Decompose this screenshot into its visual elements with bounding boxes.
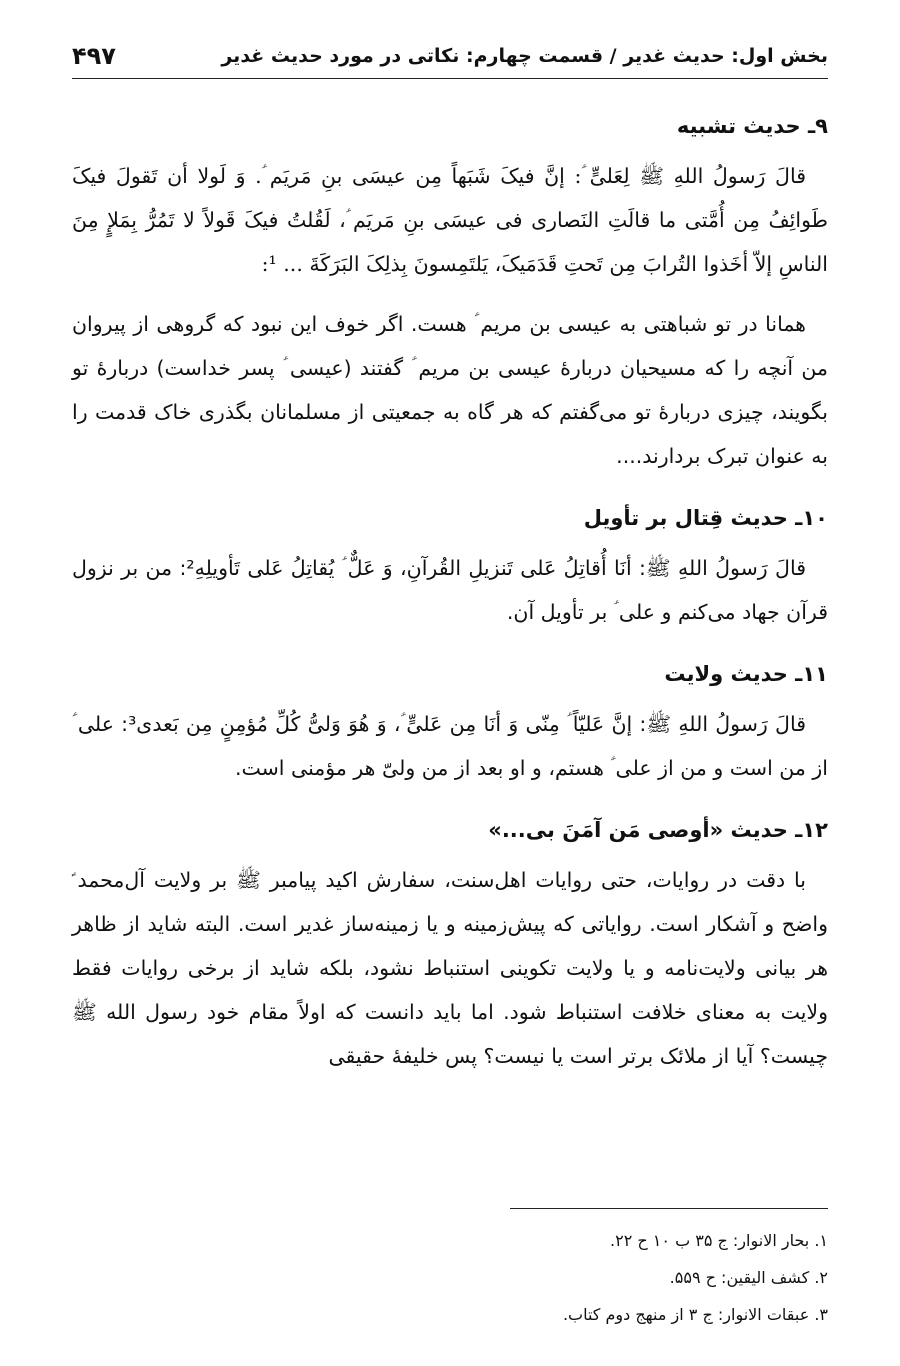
arabic-hadith-text: قالَ رَسولُ اللهِ ﷺ لِعَلیٍّ ؑ: إنَّ فیکَ شَبَهاً مِن عیسَی بنِ مَریَم ؑ. وَ لَولا أن تَقولَ فیکَ طَوائِفُ مِن أُمَّتی ما قالَتِ النَصاری فی عیسَی بنِ مَریَم ؑ، لَقُلتُ فیکَ قَولاً لا تَمُرُّ بِمَلإٍ مِنَ الناسِ إلاّ أخَذوا التُرابَ مِن تَحتِ قَدَمَیکَ، یَلتَمِسونَ بِذلِکَ البَرَکَةَ ... ¹: [72,164,828,276]
section-body: قالَ رَسولُ اللهِ ﷺ: أنَا أُقاتِلُ عَلی تَنزیلِ القُرآنِ، وَ عَلٌّ ؑ یُقاتِلُ عَلی تَأویلِهِ²: من بر نزول قرآن جهاد می‌کنم و علی ؑ بر تأویل آن. [72,556,828,624]
footnotes [72,1222,828,1333]
section-hadith-velayat [72,656,828,790]
section-body: با دقت در روایات، حتی روایات اهل‌سنت، سفارش اکید پیامبر ﷺ بر ولایت آل‌محمد ؑ واضح و آشکار است. روایاتی که پیش‌زمینه و یا زمینه‌ساز غدیر است. البته شاید از ظاهر هر بیانی ولایت‌نامه و یا ولایت تکوینی استنباط نشود، بلکه شاید از برخی روایات فقط ولایت به معنای خلافت استنباط شود. اما باید دانست که اولاً مقام خود رسول الله ﷺ چیست؟ آیا از ملائک برتر است یا نیست؟ پس خلیفهٔ حقیقی [72,868,828,1068]
running-title: بخش اول: حدیث غدیر / قسمت چهارم: نکاتی در مورد حدیث غدیر [221,45,828,67]
footnote-divider [510,1208,828,1209]
footnote: ١. بحار الانوار: ج ٣۵ ب ١٠ ح ٢٢. [610,1231,828,1250]
footnote: ٣. عبقات الانوار: ج ٣ از منهج دوم کتاب. [562,1305,828,1324]
translation-paragraph: همانا در تو شباهتی به عیسی بن مریم ؑ هست. اگر خوف این نبود که گروهی از پیروان من آنچه را که مسیحیان دربارهٔ عیسی بن مریم ؑ گفتند (عیسی ؑ پسر خداست) دربارهٔ تو بگویند، چیزی دربارهٔ تو می‌گفتم که هر گاه به جمعیتی از مسلمانان بگذری خاک قدمت را به عنوان تبرک بردارند.... [72,312,828,468]
section-title: ۱۲ـ حدیث «أوصی مَن آمَنَ بی...» [488,818,828,842]
section-hadith-qital [72,500,828,634]
main-text [72,108,828,1078]
section-hadith-tashbih [72,108,828,478]
section-title: ۱۰ـ حدیث قِتال بر تأویل [583,506,828,530]
section-hadith-awsa [72,812,828,1078]
section-title: ۹ـ حدیث تشبیه [676,114,828,138]
footnote: ٢. کشف الیقین: ح ۵۵٩. [669,1268,828,1287]
section-title: ۱۱ـ حدیث ولایت [664,662,828,686]
running-header [72,34,828,79]
page-number: ۴۹۷ [72,42,116,70]
section-body: قالَ رَسولُ اللهِ ﷺ: إنَّ عَلیّاً ؑ مِنّی وَ أنَا مِن عَلیٍّ ؑ، وَ هُوَ وَلیُّ کُلِّ مُؤمِنٍ مِن بَعدی³: علی ؑ از من است و من از علی ؑ هستم، و او بعد از من ولیّ هر مؤمنی است. [72,712,828,780]
